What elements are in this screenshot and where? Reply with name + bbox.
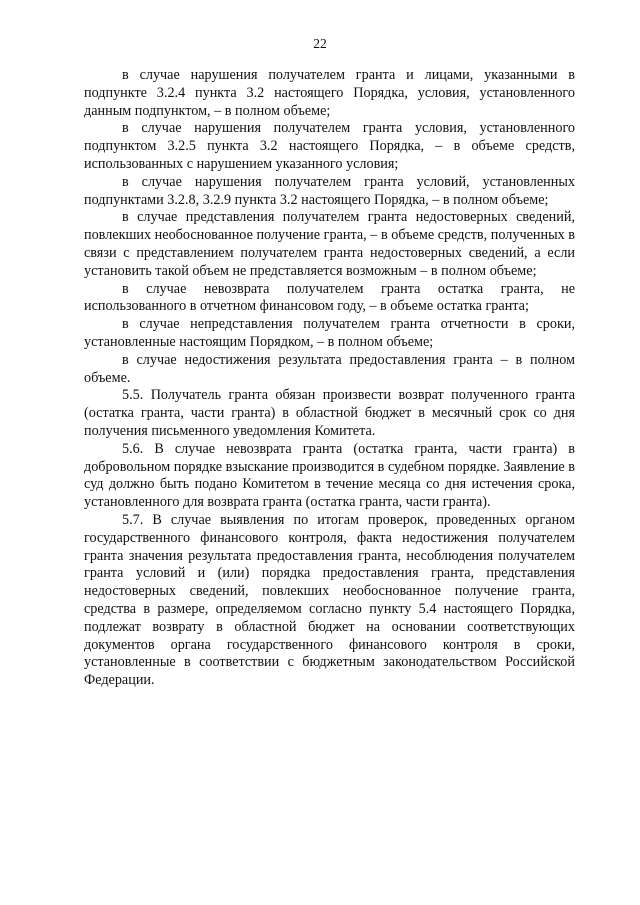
page-number: 22: [313, 36, 327, 51]
paragraph-6: в случае непредставления получателем гранта отчетности в сроки, установленные настоящим Порядком, – в полном объеме;: [84, 316, 575, 350]
paragraph-5-7: 5.7. В случае выявления по итогам проверок, проведенных органом государственного финансового контроля, факта недостижения получателем гранта значения результата предоставления гранта, несоблюдения получателем гранта условий и (или) порядка предоставления гранта, представления недостоверных сведений, повлекших необоснованное получение гранта, средства в размере, определяемом согласно пункту 5.4 настоящего Порядка, подлежат возврату в областной бюджет на основании соответствующих документов органа государственного финансового контроля в сроки, установленные в соответствии с бюджетным законодательством Российской Федерации.: [84, 511, 575, 689]
paragraph-7: в случае недостижения результата предоставления гранта – в полном объеме.: [84, 351, 575, 386]
paragraph-3: в случае нарушения получателем гранта условий, установленных подпунктами 3.2.8, 3.2.9 пункта 3.2 настоящего Порядка, – в полном объеме;: [84, 173, 575, 208]
paragraph-4: в случае представления получателем гранта недостоверных сведений, повлекших необоснованное получение гранта, – в объеме средств, полученных в связи с представлением получателем гранта недостоверных сведений, а если установить такой объем не представляется возможным – в полном объеме;: [84, 209, 575, 279]
paragraph-1: в случае нарушения получателем гранта и лицами, указанными в подпункте 3.2.4 пункта 3.2 настоящего Порядка, условия, установленного данным подпунктом, – в полном объеме;: [84, 67, 575, 119]
paragraph-5: в случае невозврата получателем гранта остатка гранта, не использованного в отчетном финансовом году, – в объеме остатка гранта;: [84, 280, 575, 315]
paragraph-5-6: 5.6. В случае невозврата гранта (остатка гранта, части гранта) в добровольном порядке взыскание производится в судебном порядке. Заявление в суд должно быть подано Комитетом в течение месяца со дня истечения срока, установленного для возврата гранта (остатка гранта, части гранта).: [84, 440, 575, 511]
paragraph-5-5: 5.5. Получатель гранта обязан произвести возврат полученного гранта (остатка гранта, части гранта) в областной бюджет в месячный срок со дня получения письменного уведомления Комитета.: [84, 387, 575, 439]
document-body: [84, 67, 575, 690]
paragraph-2: в случае нарушения получателем гранта условия, установленного подпунктом 3.2.5 пункта 3.2 настоящего Порядка, – в объеме средств, использованных с нарушением указанного условия;: [84, 120, 575, 172]
